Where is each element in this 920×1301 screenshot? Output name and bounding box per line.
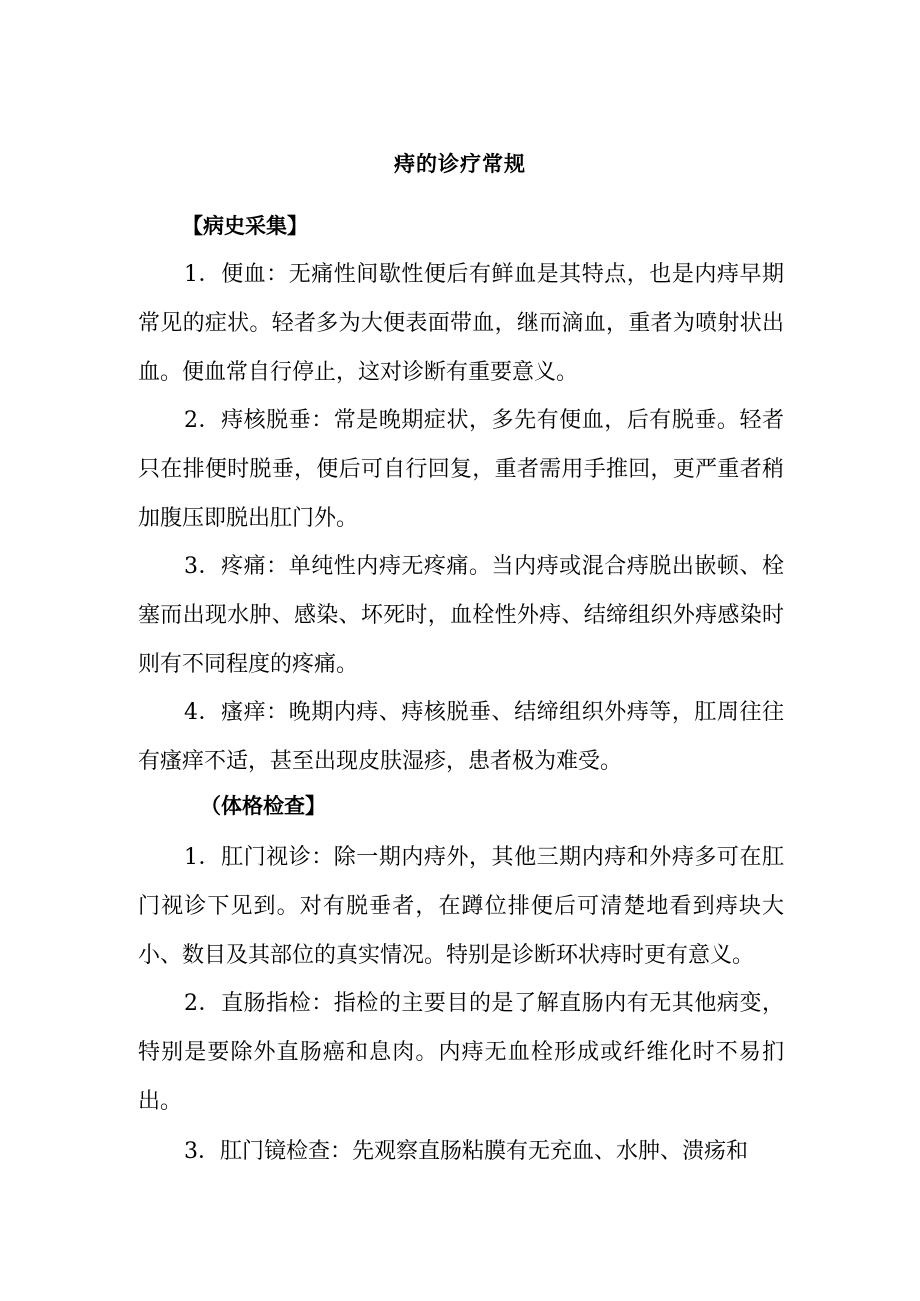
paragraph-pain: 3．疼痛：单纯性内痔无疼痛。当内痔或混合痔脱出嵌顿、栓塞而出现水肿、感染、坏死时，血栓性外痔、结缔组织外痔感染时则有不同程度的疼痛。 [138,554,784,677]
section-heading-history: 【病史采集】 [182,214,308,238]
paragraph-digital-exam: 2．直肠指检：指检的主要目的是了解直肠内有无其他病变，特别是要除外直肠癌和息肉。内痔无血栓形成或纤维化时不易扪出。 [138,991,784,1114]
paragraph-anoscopy: 3．肛门镜检查：先观察直肠粘膜有无充血、水肿、溃疡和 [184,1139,748,1164]
page-title: 痔的诊疗常规 [394,152,526,176]
paragraph-bleeding: 1．便血：无痛性间歇性便后有鲜血是其特点，也是内痔早期常见的症状。轻者多为大便表面带血，继而滴血，重者为喷射状出血。便血常自行停止，这对诊断有重要意义。 [138,262,784,385]
paragraph-visual-exam: 1．肛门视诊：除一期内痔外，其他三期内痔和外痔多可在肛门视诊下见到。对有脱垂者，在蹲位排便后可清楚地看到痔块大小、数目及其部位的真实情况。特别是诊断环状痔时更有意义。 [138,845,784,968]
section-heading-exam: （体格检查】 [200,794,326,818]
paragraph-itching: 4．瘙痒：晚期内痔、痔核脱垂、结缔组织外痔等，肛周往往有瘙痒不适，甚至出现皮肤湿疹，患者极为难受。 [138,700,784,774]
paragraph-prolapse: 2．痔核脱垂：常是晚期症状，多先有便血，后有脱垂。轻者只在排便时脱垂，便后可自行回复，重者需用手推回，更严重者稍加腹压即脱出肛门外。 [138,408,784,531]
